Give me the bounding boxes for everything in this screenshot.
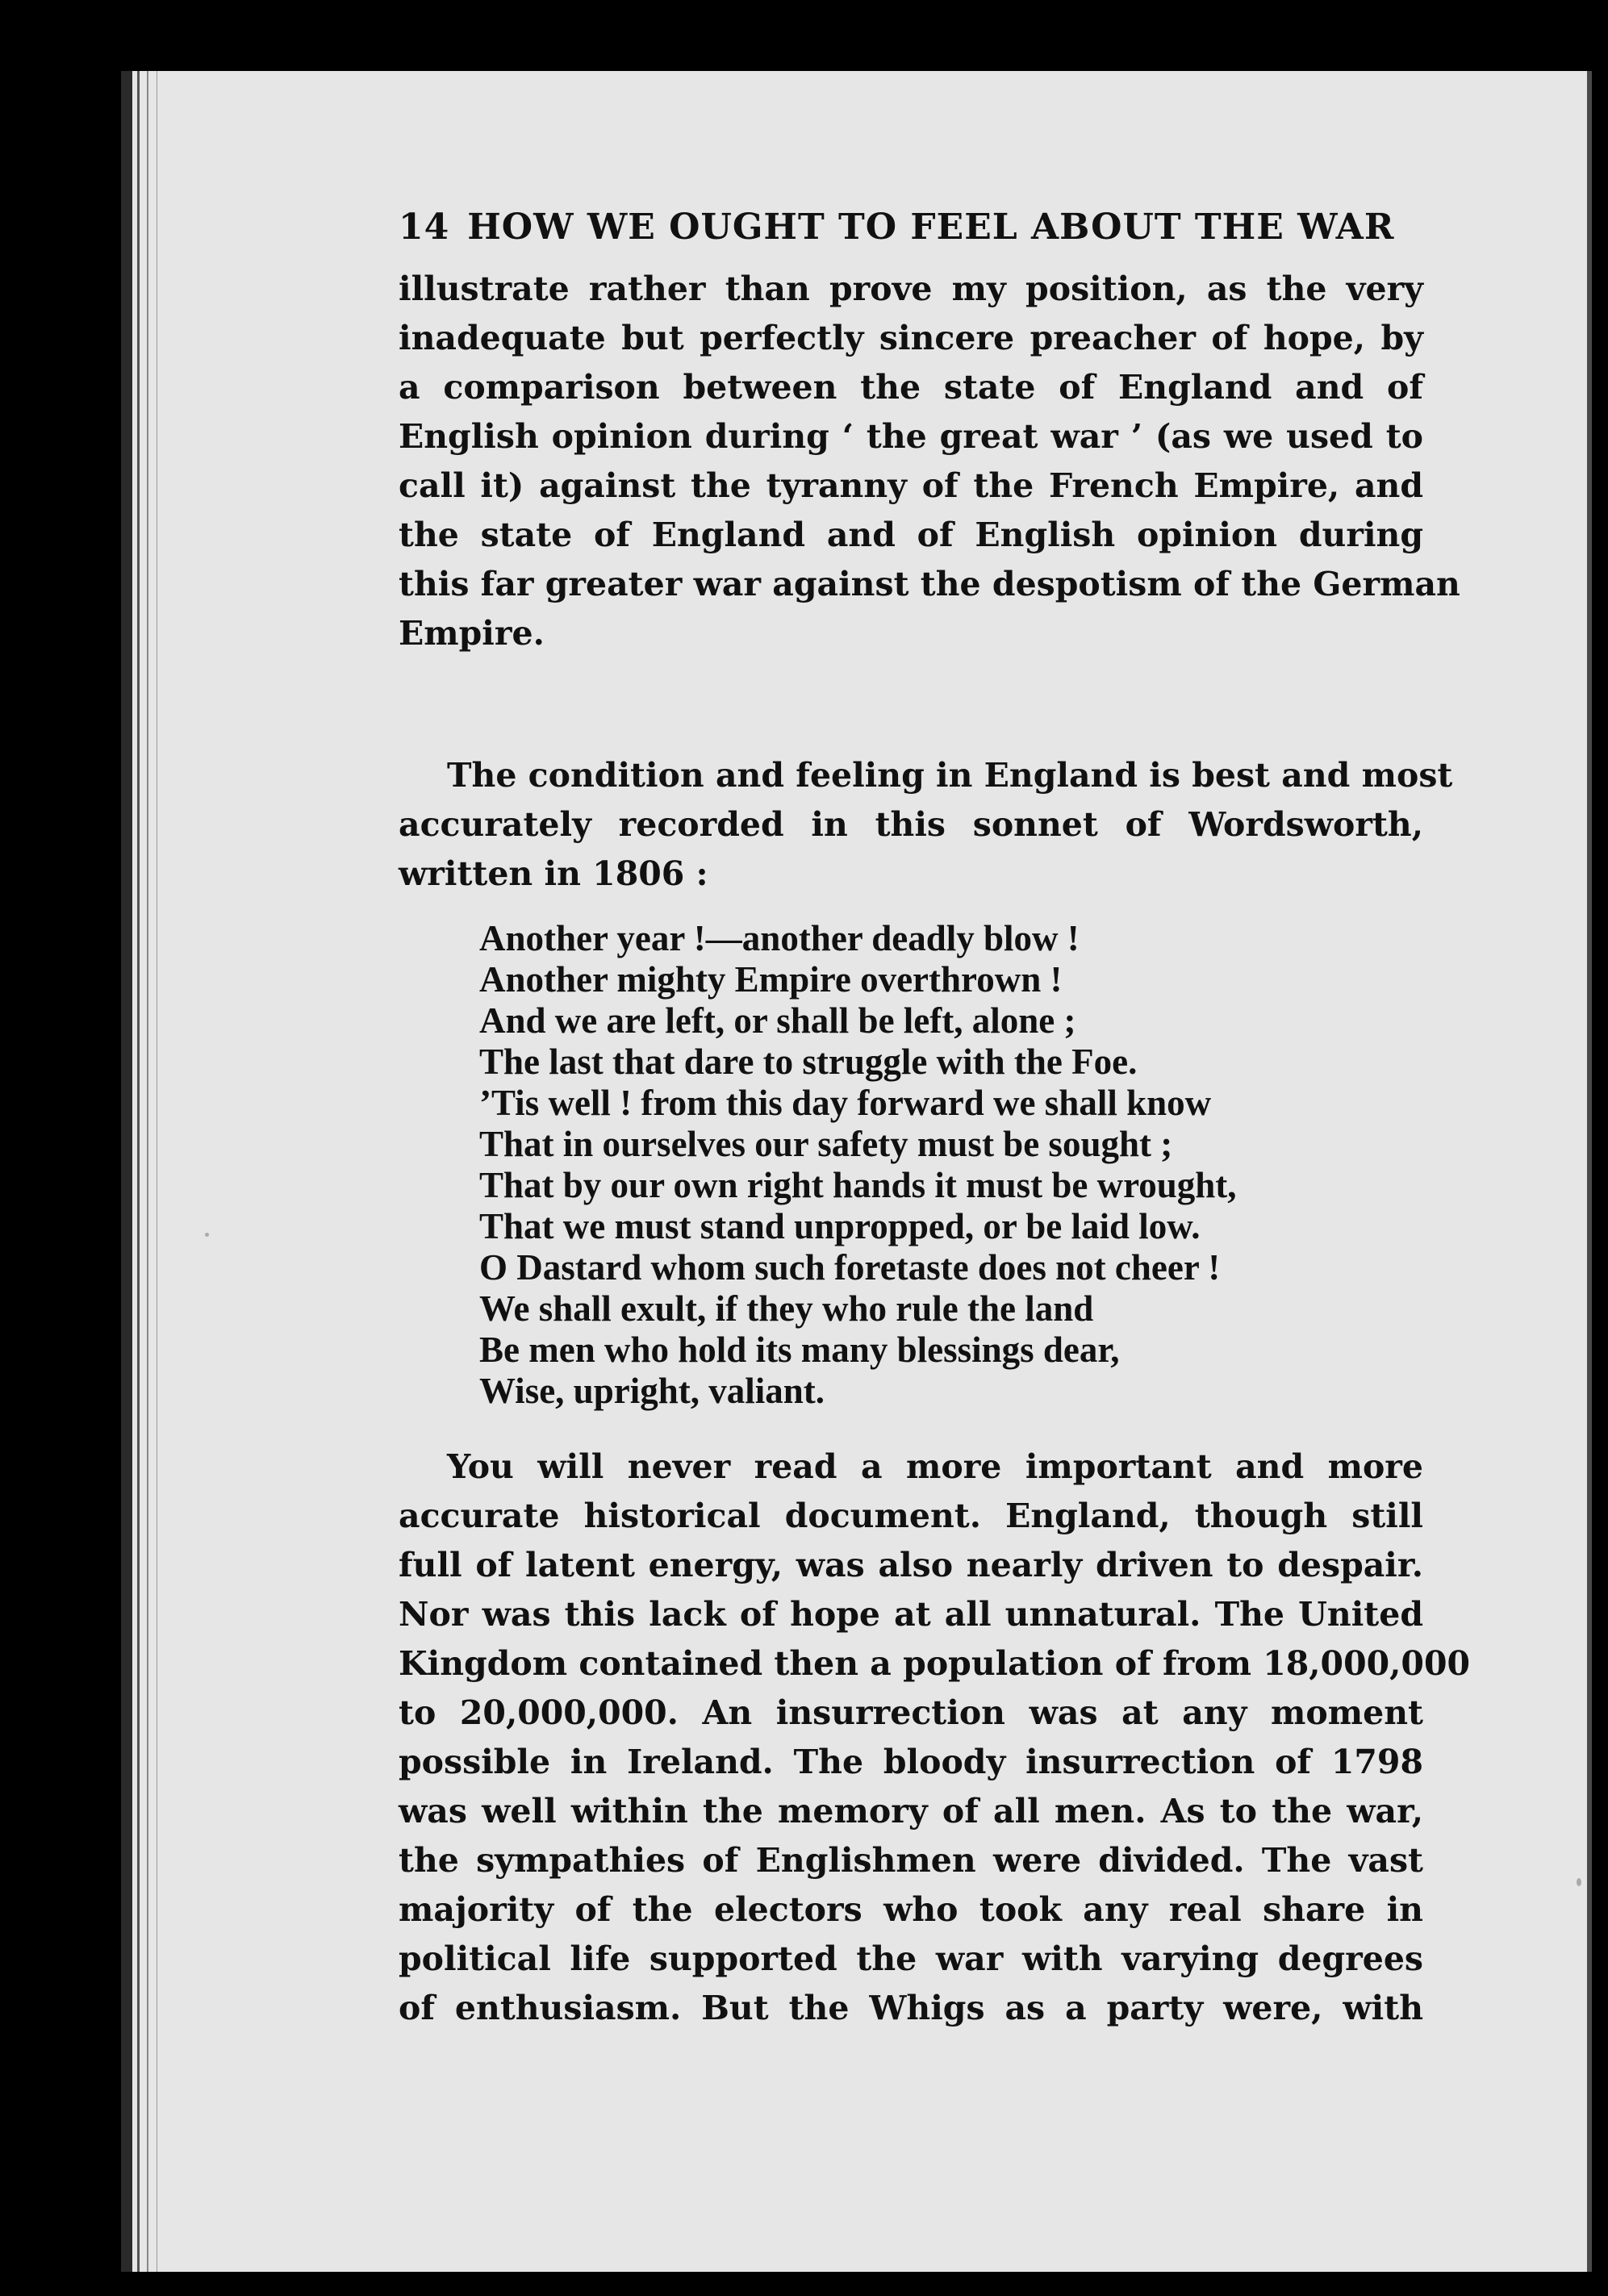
poem-line: Another year !—another deadly blow ! — [479, 918, 1080, 958]
paragraph-line: Empire. — [399, 614, 545, 653]
running-head — [399, 207, 1427, 248]
paragraph-line: Kingdom contained then a population of from 18,000,000 — [399, 1644, 1470, 1683]
poem-line: And we are left, or shall be left, alone ; — [479, 1000, 1076, 1041]
poem-line: That by our own right hands it must be wrought, — [479, 1165, 1237, 1205]
poem-line: O Dastard whom such foretaste does not cheer ! — [479, 1247, 1221, 1288]
poem-line: That we must stand unpropped, or be laid low. — [479, 1206, 1201, 1246]
sonnet — [479, 918, 1237, 1412]
paragraph-2 — [399, 751, 1453, 899]
paragraph-line: majority of the electors who took any real share in — [399, 1890, 1423, 1929]
paragraph-line: accurate historical document. England, though still — [399, 1497, 1423, 1535]
spine-line — [147, 71, 148, 2272]
poem-line: Wise, upright, valiant. — [479, 1371, 825, 1411]
poem-line: The last that dare to struggle with the Foe. — [479, 1042, 1138, 1082]
poem-line: Another mighty Empire overthrown ! — [479, 959, 1063, 1000]
paragraph-line: this far greater war against the despotism of the German — [399, 565, 1460, 603]
paragraph-line: The condition and feeling in England is best and most — [447, 756, 1453, 795]
book-page — [121, 71, 1592, 2272]
spine-line — [137, 71, 140, 2272]
poem-line: We shall exult, if they who rule the land — [479, 1288, 1094, 1329]
paragraph-line: written in 1806 : — [399, 854, 708, 893]
paragraph-line: English opinion during ‘ the great war ’ (as we used to — [399, 417, 1423, 456]
running-title: HOW WE OUGHT TO FEEL ABOUT THE WAR — [467, 207, 1395, 248]
paragraph-line: the sympathies of Englishmen were divided. The vast — [399, 1841, 1423, 1880]
paragraph-line: was well within the memory of all men. As to the war, — [399, 1792, 1423, 1831]
poem-line: Be men who hold its many blessings dear, — [479, 1330, 1120, 1370]
paragraph-3 — [399, 1442, 1470, 2033]
paragraph-line: a comparison between the state of England and of — [399, 368, 1423, 407]
poem-line: ’Tis well ! from this day forward we shall know — [479, 1083, 1212, 1123]
paragraph-line: political life supported the war with varying degrees — [399, 1939, 1423, 1978]
poem-line: That in ourselves our safety must be sought ; — [479, 1124, 1173, 1164]
paragraph-line: accurately recorded in this sonnet of Wordsworth, — [399, 805, 1423, 844]
paragraph-line: possible in Ireland. The bloody insurrection of 1798 — [399, 1743, 1423, 1781]
scan-speck — [1577, 1878, 1581, 1886]
paragraph-line: Nor was this lack of hope at all unnatural. The United — [399, 1595, 1423, 1634]
paragraph-line: of enthusiasm. But the Whigs as a party were, with — [399, 1989, 1423, 2027]
scan-speck — [205, 1233, 209, 1237]
paragraph-line: inadequate but perfectly sincere preacher of hope, by — [399, 319, 1423, 357]
paragraph-line: You will never read a more important and more — [447, 1447, 1423, 1486]
paragraph-line: call it) against the tyranny of the French Empire, and — [399, 466, 1423, 505]
page-number: 14 — [399, 207, 450, 248]
paragraph-1 — [399, 265, 1460, 658]
paragraph-line: the state of England and of English opinion during — [399, 516, 1423, 554]
paragraph-line: to 20,000,000. An insurrection was at any moment — [399, 1693, 1423, 1732]
paragraph-line: full of latent energy, was also nearly driven to despair. — [399, 1546, 1423, 1584]
paragraph-line: illustrate rather than prove my position, as the very — [399, 269, 1423, 308]
